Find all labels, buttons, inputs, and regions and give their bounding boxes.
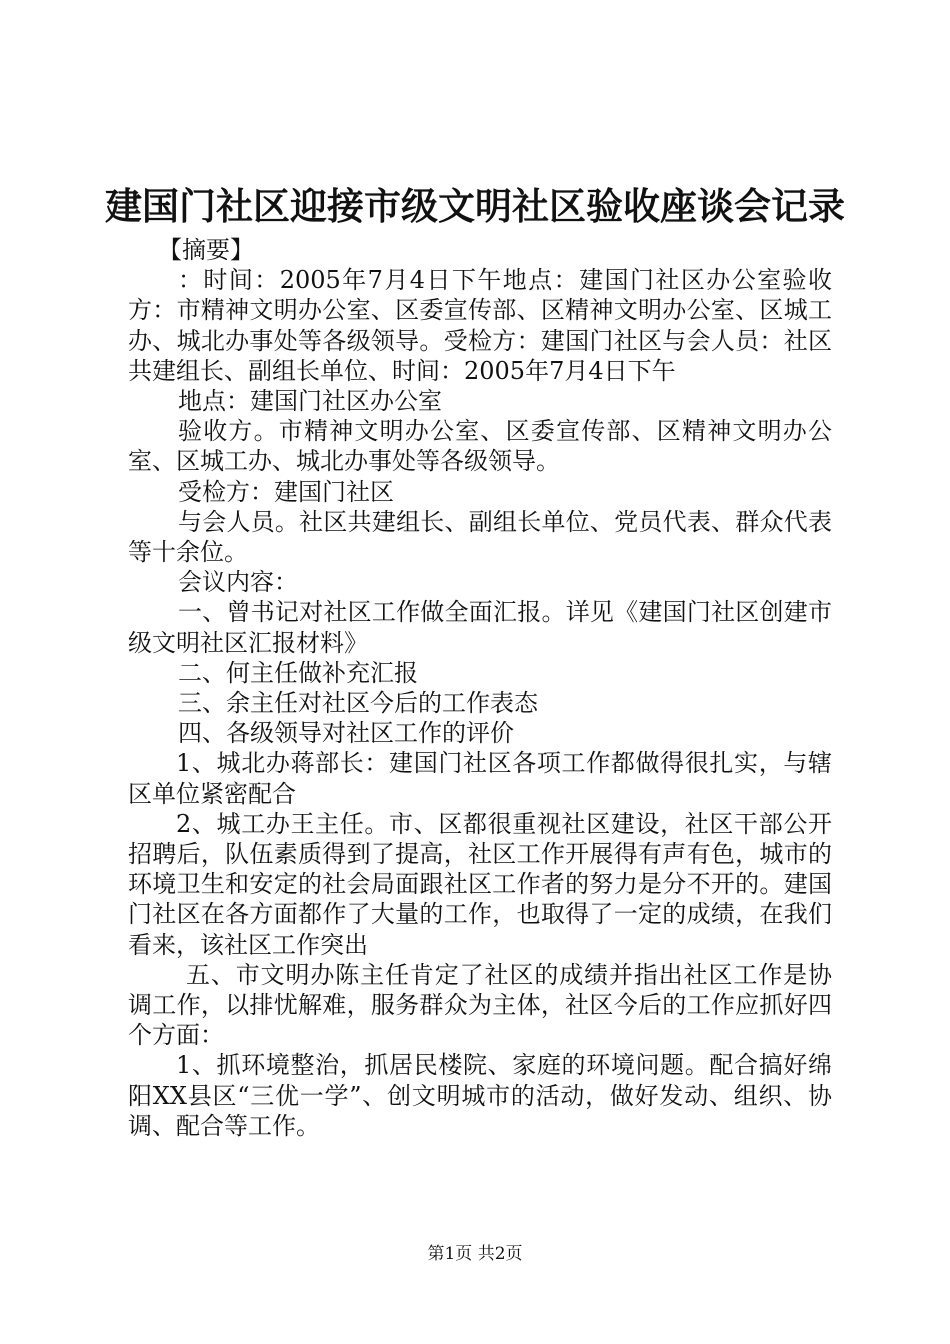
paragraph: 二、何主任做补充汇报 — [178, 658, 418, 687]
page-footer: 第1页 共2页 — [427, 1244, 523, 1264]
paragraph: 受检方：建国门社区 — [178, 477, 394, 506]
paragraph: 五、市文明办陈主任肯定了社区的成绩并指出社区工作是协调工作，以排忧解难，服务群众为主体，社区今后的工作应抓好四个方面： — [128, 960, 832, 1050]
paragraph: 一、曾书记对社区工作做全面汇报。详见《建国门社区创建市级文明社区汇报材料》 — [128, 598, 832, 657]
paragraph: 1、城北办蒋部长：建国门社区各项工作都做得很扎实，与辖区单位紧密配合 — [128, 749, 832, 808]
paragraph: 地点：建国门社区办公室 — [178, 387, 442, 416]
paragraph: 与会人员。社区共建组长、副组长单位、党员代表、群众代表等十余位。 — [128, 507, 832, 567]
abstract-label: 【摘要】 — [158, 236, 254, 264]
document-body — [128, 235, 832, 1141]
paragraph: 2、城工办王主任。市、区都很重视社区建设，社区干部公开招聘后，队伍素质得到了提高，社区工作开展得有声有色，城市的环境卫生和安定的社会局面跟社区工作者的努力是分不开的。建国门社区在各方面都作了大量的工作，也取得了一定的成绩，在我们看来，该社区工作突出 — [128, 809, 832, 959]
paragraph: 三、余主任对社区今后的工作表态 — [178, 689, 538, 718]
paragraph: 四、各级领导对社区工作的评价 — [178, 719, 514, 748]
paragraph: ：时间：2005年7月4日下午地点：建国门社区办公室验收方：市精神文明办公室、区委宣传部、区精神文明办公室、区城工办、城北办事处等各级领导。受检方：建国门社区与会人员：社区共建组长、副组长单位、时间：2005年7月4日下午 — [128, 266, 832, 385]
paragraph: 会议内容： — [178, 568, 298, 597]
paragraph: 验收方。市精神文明办公室、区委宣传部、区精神文明办公室、区城工办、城北办事处等各级领导。 — [128, 417, 832, 476]
document-title: 建国门社区迎接市级文明社区验收座谈会记录 — [105, 185, 845, 228]
paragraph: 1、抓环境整治，抓居民楼院、家庭的环境问题。配合搞好绵阳XX县区“三优一学”、创文明城市的活动，做好发动、组织、协调、配合等工作。 — [128, 1051, 832, 1140]
